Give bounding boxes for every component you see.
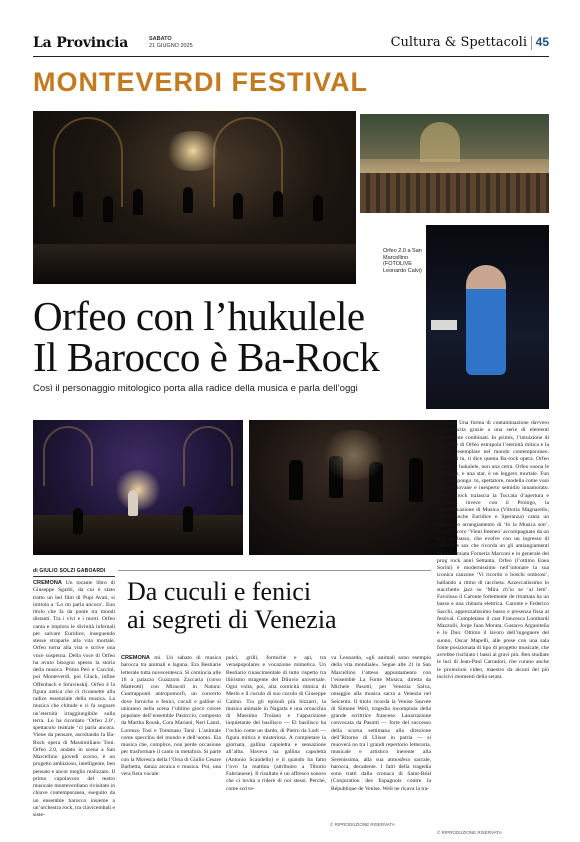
- side-article-title-line-1: Da cuculi e fenici: [127, 577, 312, 606]
- article-column-1-text: Un tocante libro di Giuseppe Sgarbi, da cui è stato tratto un bel film di Pupi Avati, si intitola a ‘Lo mi parla ancora’. Eun titolo che fa da ponte tra mondi distanti. Tra i vivi e i morti. Orfeo canta e implora le divinità infernali per salvare Euridice, inseguendo stesse straparle alla vita mortale. Orfeo torna alla vita e scrive una voce sosperna. Della voce di Orfeo ha avuto bisogno spesso la storia della musica. Prima Peri e Caccini, poi Monteverdi, poi Gluck, infine Offenbach e Stravinskij. Orfeo è la figura antica che ci riconnette alla radice essenziale della musica. La musica che chitude e ci fa sognare un’eternità irraggiungibile sulla terra. Lo ha ricordato ‘Orfeo 2.0’, spettacolo teatrale ‘ci parla ancora. Viene da pensare, ascoltando la Ba-Rock opera di Massimiliano Toni. Orfeo 2.0, andato in scena a San Marcellino giovedì scorso, è un progetto ambizioso, intelligente, ben pensato e ancor meglio realizzato. Il primo capolavoro del teatro musicale monteverdiano rivisitato in chiave contemporanea, eseguito da un ensemble barocco insieme a un’orchestra rock, tra clavicembali e siste-: [33, 580, 115, 818]
- side-dateline: CREMONA: [121, 655, 150, 661]
- issue-day: SABATO: [149, 36, 172, 42]
- stage-photo-purple: [33, 420, 243, 555]
- section-title: Cultura & Spettacoli: [390, 35, 527, 50]
- article-column-2: tizzatori. Una forma di contaminazione davvero ben riuscita grazie a una serie di elementi felicemente combinati. In primis, l’intuizione di Toni, che di Orfeo estrapola l’eternità mitica e la validità esemplare nel mondo contemporaneo. Orfeo sei tu, ti dice questa Ba-rock opera. Orfeo suona un hukulele, non una cetra. Orfeo suona le macchine, e una star, è un leggero mortale. Fun pezzo di pongo: tu, spettatore, modella come vuoi questo giovane e inesperto semidio innamorato. L’opera rock tralascia la Toccata d’apertura e comincia invece con il Prologo, la personificazione di Musica (Vittoria Magnarello, che è anche Euridice e Speranza) canta un bellissimo arrangiamento di ‘Io la Musica son’. Segue il coro ‘Vieni Imeneo’ accompagnato da un solo di basso, che evolve con un ingresso di chitarre e sax che ricorda un gli antiangiamenti della Premiata Forneria Marconi e in generale del prog rock anni Settanta. Orfeo (l’ottimo Enea Sorini) è modernissimo nell’intonare la sua iconica canzone ‘Vi ricordo o boschi ombrosi’, ballando a ritmo di raccheta. Azzeccatissimo lo stacchetto jazz su ‘Mira ch’io se ‘al letti’. Favoloso il Caronte fortemente de ritrattata ha un basso e una chitarra elettrica. Caronte e Federico Sacchi, apprezzatissimo basso e presenza fissa al festival. Completano il cast Francesca Lombardi Mazzulli, Jorge Juan Morata, Gustavo Arganiteña e Jo Duo. Ottimo il lavoro dell’ingegnere del suono, Oscar Mapelli, alle prese con una sala fonte posizionata di tipo di progetto musicale, che avrebbe rischiato i bassi ai gravi più. Ben studiate le luci di Jean-Paul Carradori, che curano anche le proiezioni video, maestro da alcuni dei più incisivi momenti della serata.: [437, 420, 549, 680]
- side-article-column-3: va Leonardo, «gli animali sono esempio della vita mondiale». Segue alle 21 in San Marcellino l’atteso appuntamento con l’ensemble La Fonte Musica, diretta da Michele Pasotti, per Venezia Salva, omaggio alla musica sacra a Venezia nel Seicento. Il titolo ricorda la Venise Sauvée di Simone Weil, tragedia incompiuta della grande scrittrice francese. Lanarrazione convocata da Pasotti — forte del successo della scorsa settimana alla direzione dell’Ritorno di Ulisse in patria — si muoverà no tra i grandi repertorio letteraria, musicale e artistico inerente alla Serenissima, alla sua atmosfera sacrale, barocca, decadente. I fatti della tragedia sono tratti dalla cronaca di Saint-Réal (Conjuration des Espagnols contre la République de Venise. Weil ne ricava la tra-: [331, 655, 431, 792]
- issue-date-text: 21 GIUGNO 2025: [149, 43, 193, 49]
- side-article-title-line-2: ai segreti di Venezia: [127, 605, 337, 634]
- masthead: [33, 33, 549, 55]
- subheadline: Così il personaggio mitologico porta alla radice della musica e parla dell’oggi: [33, 383, 358, 394]
- church-audience-photo: [360, 114, 549, 213]
- dateline: CREMONA: [33, 580, 62, 586]
- side-article-column-1-text: mi. Un sabato di musica barocca tra animali e laguna. Era Bestiarie letterale tutta novecentesca. Si comincia alle 18 a palazzo Guazzoni Zaccaria (corso Matteotti) con Miracoli in Natura: Contrappunti antropomorfi, un concerto dove fornicho e fenici, cuculi e galline si uniranno nella scena l’ultimo gioco colore popolare dell’ensemble Pasticcio, composto da Martha Roosk, Cora Mariani, Neri Lanzi, Lorenzo Tosi e Tommaso Tarsi. L’animale come specchio del mondo e dell’uomo. Eia musica che, complice, non perde occasione per trasformare il canto in metafora. Si parte con la Moresca della l’Orsa di Giulio Cesare Barbetta, danza arcaica e musica. Poi, una vera fiera vocale:: [121, 655, 221, 777]
- article-column-1: [33, 580, 115, 830]
- masthead-divider: [531, 36, 532, 50]
- byline: di GIULIO SOLZI GABOARDI: [33, 568, 106, 574]
- side-article-title: [127, 578, 427, 634]
- ensemble-photo: [249, 420, 457, 555]
- kicker-title: MONTEVERDI FESTIVAL: [33, 67, 369, 97]
- headline: [33, 293, 428, 380]
- side-article-column-2: pulci, grilli, formiche e api, tra veraspopolares e vocazione mimetica. Un Bestiario rinascimentale di tutto rispetto tra illirismo stragente del Diluvio universale. Ogni volta, poi, alla comicità ritmica di Merlo e il cuculo di suo cuculo di Giuseppe Caimo. Tra gli episodi più bizzarri, la musica animale in Nagarta e una ornacchia di Massimo Troiano e l’apparizione inquietante del basilisco — El basilisco ha l’ochio come un dardo, di Pietro da Lodi — figura mitica e misteriosa. A completare la giornata, gallina capoletta e sensazione all’alba. Haveva na gallina capoletta (Antonio Scandello) e il quando ha fatto l’ovo la mattina (attribuito a Tiburio Fabrianese). Il risultato è un affresco sonoro che ci invita a ridere di noi stessi. Perché, come scrive-: [226, 655, 326, 792]
- side-article-signature: © RIPRODUZIONE RISERVATA: [330, 822, 395, 827]
- masthead-rule: [33, 56, 549, 57]
- main-article-reproduction-note: © RIPRODUZIONE RISERVATA: [437, 830, 502, 835]
- page-number: 45: [535, 35, 549, 49]
- side-article-column-1: [121, 655, 221, 833]
- singer-photo: [426, 225, 549, 409]
- photo-caption: Orfeo 2.0 a San Marcellino (FOTOLIVE Leonardo Calvi): [383, 248, 422, 274]
- headline-line-1: Orfeo con l’hukulele: [33, 293, 365, 339]
- issue-date: [149, 36, 193, 50]
- byline-rule: [33, 576, 115, 577]
- stage-photo-main: [33, 111, 356, 284]
- newspaper-logo: La Provincia: [33, 35, 129, 51]
- headline-line-2: Il Barocco è Ba-Rock: [33, 334, 380, 380]
